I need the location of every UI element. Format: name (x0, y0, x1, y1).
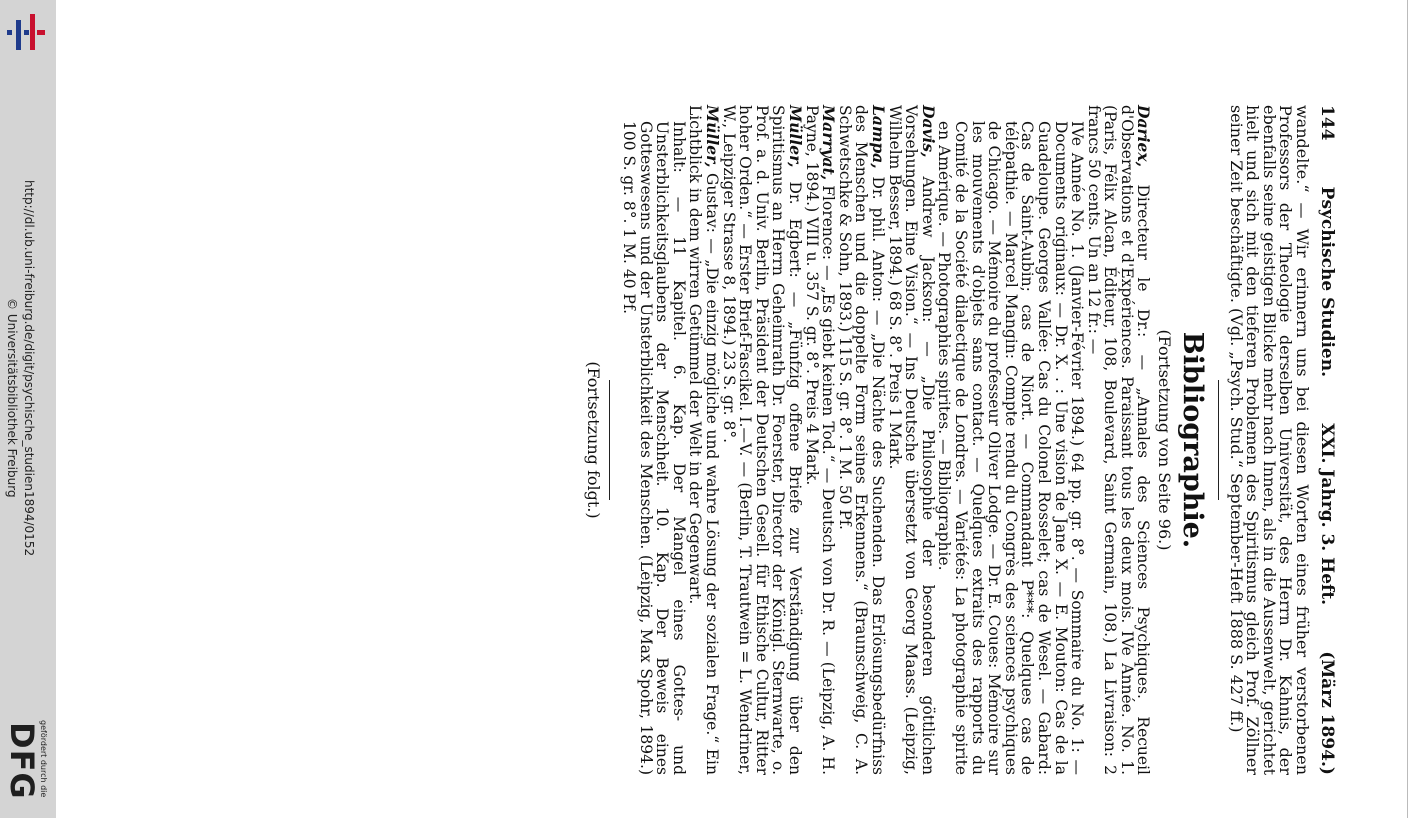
copyright-notice: © Universitätsbibliothek Freiburg (5, 298, 19, 498)
entry-text: Directeur le Dr.: — „Annales des Sciences Psychiques. Recueil d'Observations et d'Expériences. Paraissant tous les deux mois. IVe Année. No. 1. (Paris, Félix Alcan, Éditeur, 108, Boulevard, Saint Germain, 108.) La Livraison: 2 francs 50 cents. Un an 12 fr.: — (1084, 105, 1153, 775)
entry-author: Marryat, (819, 105, 839, 181)
running-header (1314, 105, 1340, 775)
entry-text: Andrew Jackson: — „Die Philosophie der besonderen göttlichen Vorsehungen. Eine Vision.“ — Ins Deutsche übersetzt von Georg Maass. (Leipzig, Wilhelm Besser, 1894.) 68 S. 8°. Preis 1 Mark. (885, 105, 937, 775)
intro-paragraph: wandelte.“ — Wir erinnern uns bei diesen Worten eines früher verstorbenen Professors der Theologie derselben Universität, des Herrn Dr. Kahnis, der ebenfalls seine geistigen Blicke mehr nach Innen, als in die Aussenwelt, gerichtet hielt und sich mit den tieferen Problemen des Spiritismus gleich Prof. Zöllner seiner Zeit beschäftigte. (Vgl. „Psych. Stud.“ September-Heft 1888 S. 427 ff.) (1227, 105, 1312, 775)
bibliography-entry (836, 105, 886, 775)
entry-author: Davis, (918, 105, 938, 158)
ub-freiburg-logo-icon (4, 10, 48, 54)
bibliography-entry (686, 105, 723, 775)
divider (610, 380, 611, 500)
entry-detail: Inhalt: — 11 Kapitel. 6. Kap. Der Mangel eines Gottes- und Unsterblichkeitsglaubens der Menschheit. 10. Kap. Der Beweis eines Gotteswesens und der Unsterblichkeit des Menschen. (Leipzig, Max Spohr, 1894.) 100 S. gr. 8°. 1 M. 40 Pf. (620, 121, 688, 775)
entry-text: Dr. Egbert: — „Fünfzig offene Briefe zur Verständigung über den Spiritismus an Herrn Geheimrath Dr. Foerster, Director der Königl. Sternwarte, o. Prof. a. d. Univ. Berlin, Präsident der Deutschen Gesell. für Ethische Cultur, Ritter hoher Orden.“ — Erster Brief-Fascikel. I.—V. — (Berlin, T. Trautwein = L. Wendriner, W., Leipziger Strasse 8, 1894.) 23 S. gr. 8°. (719, 105, 805, 775)
scanned-page (150, 105, 1340, 775)
divider (1219, 380, 1220, 500)
issue-date: (März 1894.) (1317, 651, 1337, 775)
entry-author: Müller, (786, 105, 806, 168)
page-number: 144 (1317, 105, 1337, 141)
journal-title: Psychische Studien. (1317, 186, 1337, 378)
dfg-caption: gefördert durch die (39, 720, 48, 798)
entry-author: Dariex, (1134, 105, 1154, 168)
bibliography-entry (1084, 105, 1154, 775)
bibliography-entry (802, 105, 839, 775)
continued-note: (Fortsetzung folgt.) (584, 361, 604, 519)
entry-author: Lampa, (869, 105, 888, 169)
issue-info: XXI. Jahrg. 3. Heft. (1317, 423, 1337, 606)
section-subtitle: (Fortsetzung von Seite 96.) (1155, 329, 1175, 551)
dfg-logo: DFG (3, 722, 41, 800)
source-url[interactable]: http://dl.ub.uni-freiburg.de/digit/psychische_studien1894/0152 (22, 180, 36, 557)
entry-text: Dr. phil. Anton: — „Die Nächte des Suchenden. Das Erlösungsbedürfniss des Menschen und die doppelte Form seines Erkennens.“ (Braunschweig, C. A. Schwetschke & Sohn, 1893.) 115 S. gr. 8°. 1 M. 50 Pf. (835, 105, 887, 776)
entry-author: Müller, (703, 105, 723, 168)
entry-detail: IVe Année No. 1. (Janvier-Février 1894.) 64 pp. gr. 8°. — Sommaire du No. 1: — Documents originaux: — Dr. X. . : Une vision de Jane X. — E. Mouton: Cas de la Guadeloupe. Georges Vallée: Cas du Colonel Rosselet; cas de Wesel. — Gabard: Cas de Saint-Aubin; cas de Niort. — Commandant P***: Quelques cas de télépathie. — Marcel Mangin: Compte rendu du Congrès des sciences psychiques de Chicago. — Mémoire du professeur Oliver Lodge. — Dr. E. Coues: Mémoire sur les mouvements d'objets sans contact. — Quelques extraits des rapports du Comité de la Société dialectique de Londres. — Variétés: La photographie spirite en Amérique. — Photographies spirites. — Bibliographie. (935, 121, 1087, 775)
bibliography-entry (886, 105, 936, 775)
sidebar-strip (0, 0, 56, 818)
bibliography-entry (719, 105, 806, 775)
page-edge (1407, 0, 1408, 818)
entry-text: Florence: — „Es giebt keinen Tod.“ — Deutsch von Dr. R. — (Leipzig, A. H. Payne, 1894.) VIII u. 357 S. gr. 8°. Preis 4 Mark. (802, 105, 838, 775)
section-title: Bibliographie. (1177, 331, 1209, 549)
entry-text: Gustav: — „Die einzig mögliche und wahre Lösung der sozialen Frage.“ Ein Lichtblick in dem wirren Getümmel der Welt in der Gegenwart. (686, 105, 722, 775)
